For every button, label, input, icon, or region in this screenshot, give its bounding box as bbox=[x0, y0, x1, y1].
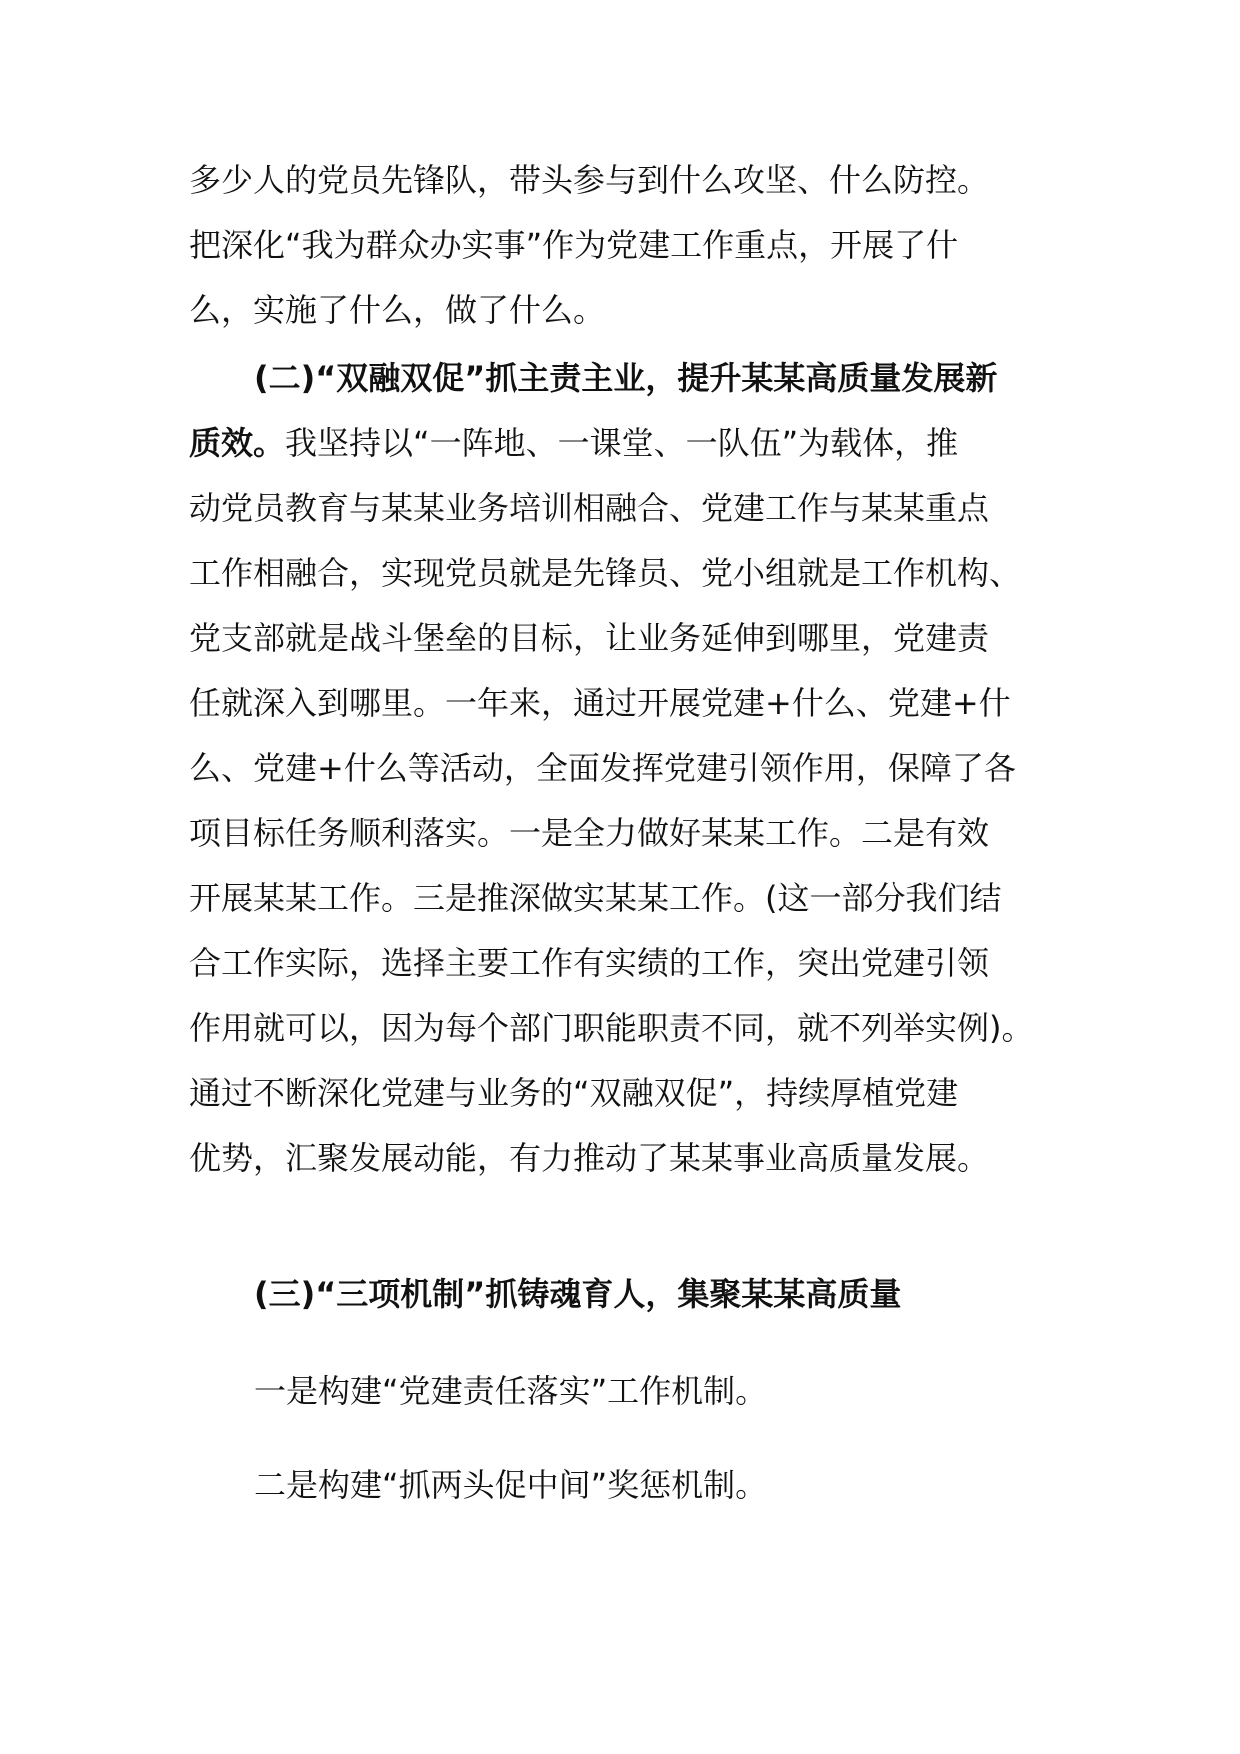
text-line: 把深化“我为群众办实事”作为党建工作重点，开展了什 bbox=[189, 226, 959, 264]
text-line: 项目标任务顺利落实。一是全力做好某某工作。二是有效 bbox=[189, 814, 990, 852]
text-line: 动党员教育与某某业务培训相融合、党建工作与某某重点 bbox=[189, 489, 990, 527]
text-line: 通过不断深化党建与业务的“双融双促”，持续厚植党建 bbox=[189, 1074, 959, 1112]
text-line: 工作相融合，实现党员就是先锋员、党小组就是工作机构、 bbox=[189, 554, 1022, 592]
text-line: 开展某某工作。三是推深做实某某工作。(这一部分我们结 bbox=[189, 879, 1002, 917]
section-three-heading: (三)“三项机制”抓铸魂育人，集聚某某高质量 bbox=[254, 1275, 902, 1313]
text-line: 任就深入到哪里。一年来，通过开展党建+什么、党建+什 bbox=[189, 684, 1011, 722]
text-line: 优势，汇聚发展动能，有力推动了某某事业高质量发展。 bbox=[189, 1139, 990, 1177]
text-line: 么、党建+什么等活动，全面发挥党建引领作用，保障了各 bbox=[189, 749, 1016, 787]
text-line: 合工作实际，选择主要工作有实绩的工作，突出党建引领 bbox=[189, 944, 990, 982]
text-line: 作用就可以，因为每个部门职能职责不同，就不列举实例)。 bbox=[189, 1009, 1034, 1047]
section-two bbox=[0, 346, 1240, 1191]
text-line: 多少人的党员先锋队，带头参与到什么攻坚、什么防控。 bbox=[189, 161, 990, 199]
paragraph-mechanism-one bbox=[0, 1359, 1240, 1424]
text-line: 一是构建“党建责任落实”工作机制。 bbox=[254, 1372, 768, 1410]
section-two-heading: (二)“双融双促”抓主责主业，提升某某高质量发展新 bbox=[254, 359, 998, 397]
text-line: 二是构建“抓两头促中间”奖惩机制。 bbox=[254, 1466, 768, 1504]
text-line: 我坚持以“一阵地、一课堂、一队伍”为载体，推 bbox=[285, 424, 959, 462]
section-three bbox=[0, 1262, 1240, 1327]
paragraph-mechanism-two bbox=[0, 1453, 1240, 1518]
text-line: 党支部就是战斗堡垒的目标，让业务延伸到哪里，党建责 bbox=[189, 619, 990, 657]
paragraph-intro bbox=[0, 148, 1240, 343]
text-line: 么，实施了什么，做了什么。 bbox=[189, 291, 606, 329]
section-two-heading-end: 质效。 bbox=[189, 424, 286, 462]
